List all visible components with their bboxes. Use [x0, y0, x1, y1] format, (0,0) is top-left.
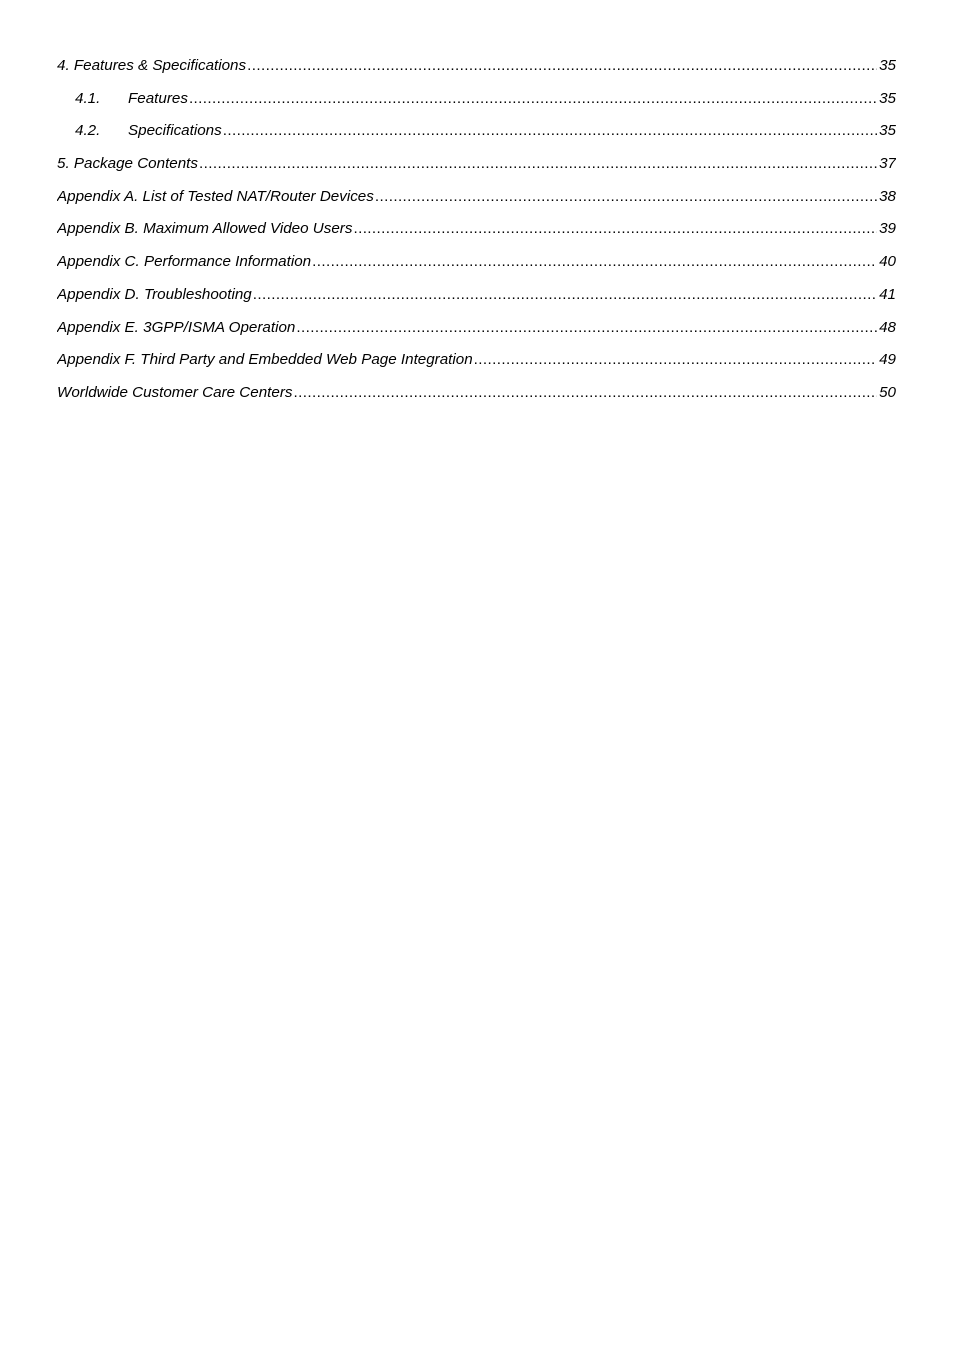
toc-entry-package-contents[interactable] — [57, 153, 896, 186]
toc-entry-appendix-e[interactable] — [57, 317, 896, 350]
toc-entry-features-specifications[interactable] — [57, 55, 896, 88]
toc-entry-page: 48 — [879, 318, 896, 336]
toc-dot-leader — [296, 317, 877, 339]
table-of-contents — [57, 55, 896, 415]
toc-dot-leader — [353, 218, 877, 240]
toc-dot-leader — [253, 284, 877, 306]
toc-entry-appendix-f[interactable] — [57, 349, 896, 382]
toc-entry-page: 35 — [879, 89, 896, 107]
toc-entry-page: 38 — [879, 187, 896, 205]
toc-dot-leader — [189, 88, 877, 110]
toc-entry-title: Appendix B. Maximum Allowed Video Users — [57, 220, 353, 238]
toc-dot-leader — [312, 251, 877, 273]
toc-entry-title: Specifications — [128, 122, 222, 140]
toc-entry-page: 35 — [879, 122, 896, 140]
toc-dot-leader — [199, 153, 877, 175]
toc-entry-customer-care-centers[interactable] — [57, 382, 896, 415]
toc-dot-leader — [474, 349, 877, 371]
toc-entry-title: 5. Package Contents — [57, 155, 198, 173]
toc-entry-number: 4.1. — [75, 89, 101, 107]
toc-entry-page: 35 — [879, 57, 896, 74]
toc-dot-leader — [293, 382, 877, 404]
toc-dot-leader — [247, 55, 877, 77]
toc-entry-page: 37 — [879, 155, 896, 173]
toc-entry-appendix-b[interactable] — [57, 218, 896, 251]
toc-entry-title: Appendix D. Troubleshooting — [57, 285, 252, 303]
toc-dot-leader — [375, 186, 877, 208]
toc-entry-page: 49 — [879, 351, 896, 369]
toc-entry-title: Appendix C. Performance Information — [57, 253, 312, 271]
toc-entry-features[interactable] — [57, 88, 896, 121]
toc-entry-page: 40 — [879, 253, 896, 271]
toc-entry-title: Appendix E. 3GPP/ISMA Operation — [57, 318, 296, 336]
toc-entry-title: Worldwide Customer Care Centers — [57, 383, 293, 401]
toc-entry-title: Features — [128, 89, 188, 107]
toc-entry-title: Appendix A. List of Tested NAT/Router Devices — [57, 187, 374, 205]
toc-entry-number: 4.2. — [75, 122, 101, 140]
toc-entry-page: 41 — [879, 285, 896, 303]
toc-entry-appendix-a[interactable] — [57, 186, 896, 219]
toc-entry-appendix-c[interactable] — [57, 251, 896, 284]
toc-dot-leader — [223, 120, 877, 142]
toc-entry-specifications[interactable] — [57, 120, 896, 153]
toc-entry-appendix-d[interactable] — [57, 284, 896, 317]
toc-entry-title: Appendix F. Third Party and Embedded Web Page Integration — [57, 351, 473, 369]
toc-entry-page: 50 — [879, 383, 896, 401]
toc-entry-title: 4. Features & Specifications — [57, 57, 247, 74]
toc-entry-page: 39 — [879, 220, 896, 238]
